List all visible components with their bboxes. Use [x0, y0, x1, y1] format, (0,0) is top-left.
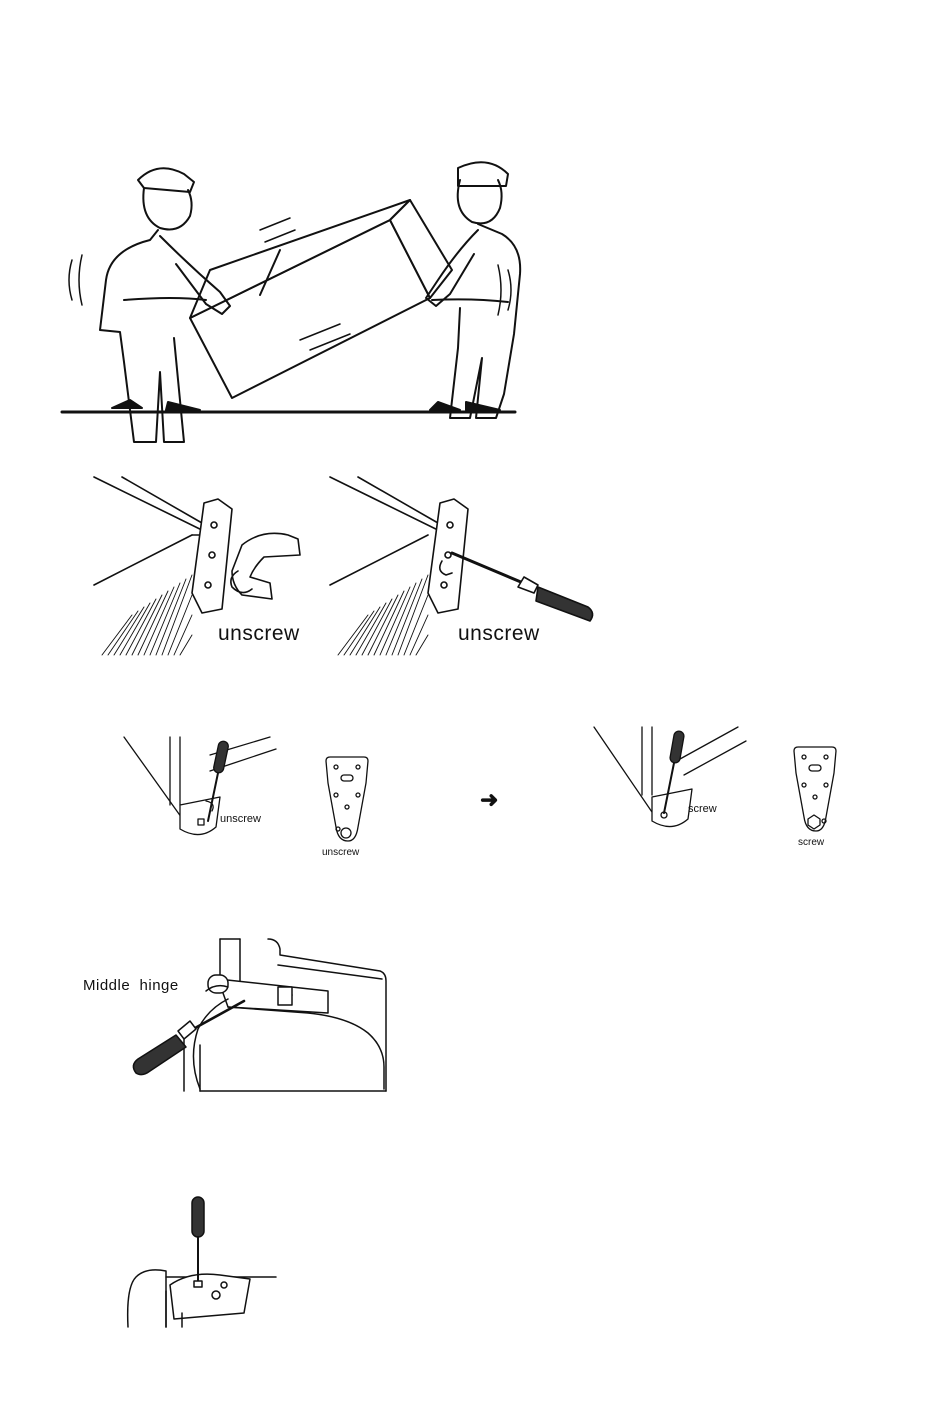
unscrew-label-bottom-before: unscrew — [220, 813, 261, 825]
unscrew-label-right: unscrew — [458, 622, 540, 645]
screw-plate-label: screw — [798, 837, 825, 848]
screwdriver-icon — [192, 1197, 204, 1287]
right-arrow-icon: ➜ — [480, 787, 499, 812]
screw-label-bottom-after: screw — [688, 803, 717, 815]
screwdriver-icon — [133, 1001, 244, 1075]
refrigerator-box — [190, 200, 452, 398]
right-mover — [426, 162, 520, 418]
bottom-hinge-before-figure — [120, 735, 280, 845]
middle-hinge-figure — [128, 935, 388, 1095]
unscrew-plate-label: unscrew — [322, 847, 360, 858]
movers-illustration — [60, 150, 520, 420]
hinge-plate-before — [322, 755, 372, 845]
hand-icon — [231, 533, 300, 599]
hinge-plate-after — [790, 745, 840, 835]
middle-hinge-label: Middle hinge — [83, 977, 179, 994]
bottom-hinge-screw-figure — [126, 1195, 281, 1330]
unscrew-label-left: unscrew — [218, 622, 300, 645]
screwdriver-icon — [452, 553, 593, 621]
bottom-hinge-after-figure — [590, 725, 750, 840]
